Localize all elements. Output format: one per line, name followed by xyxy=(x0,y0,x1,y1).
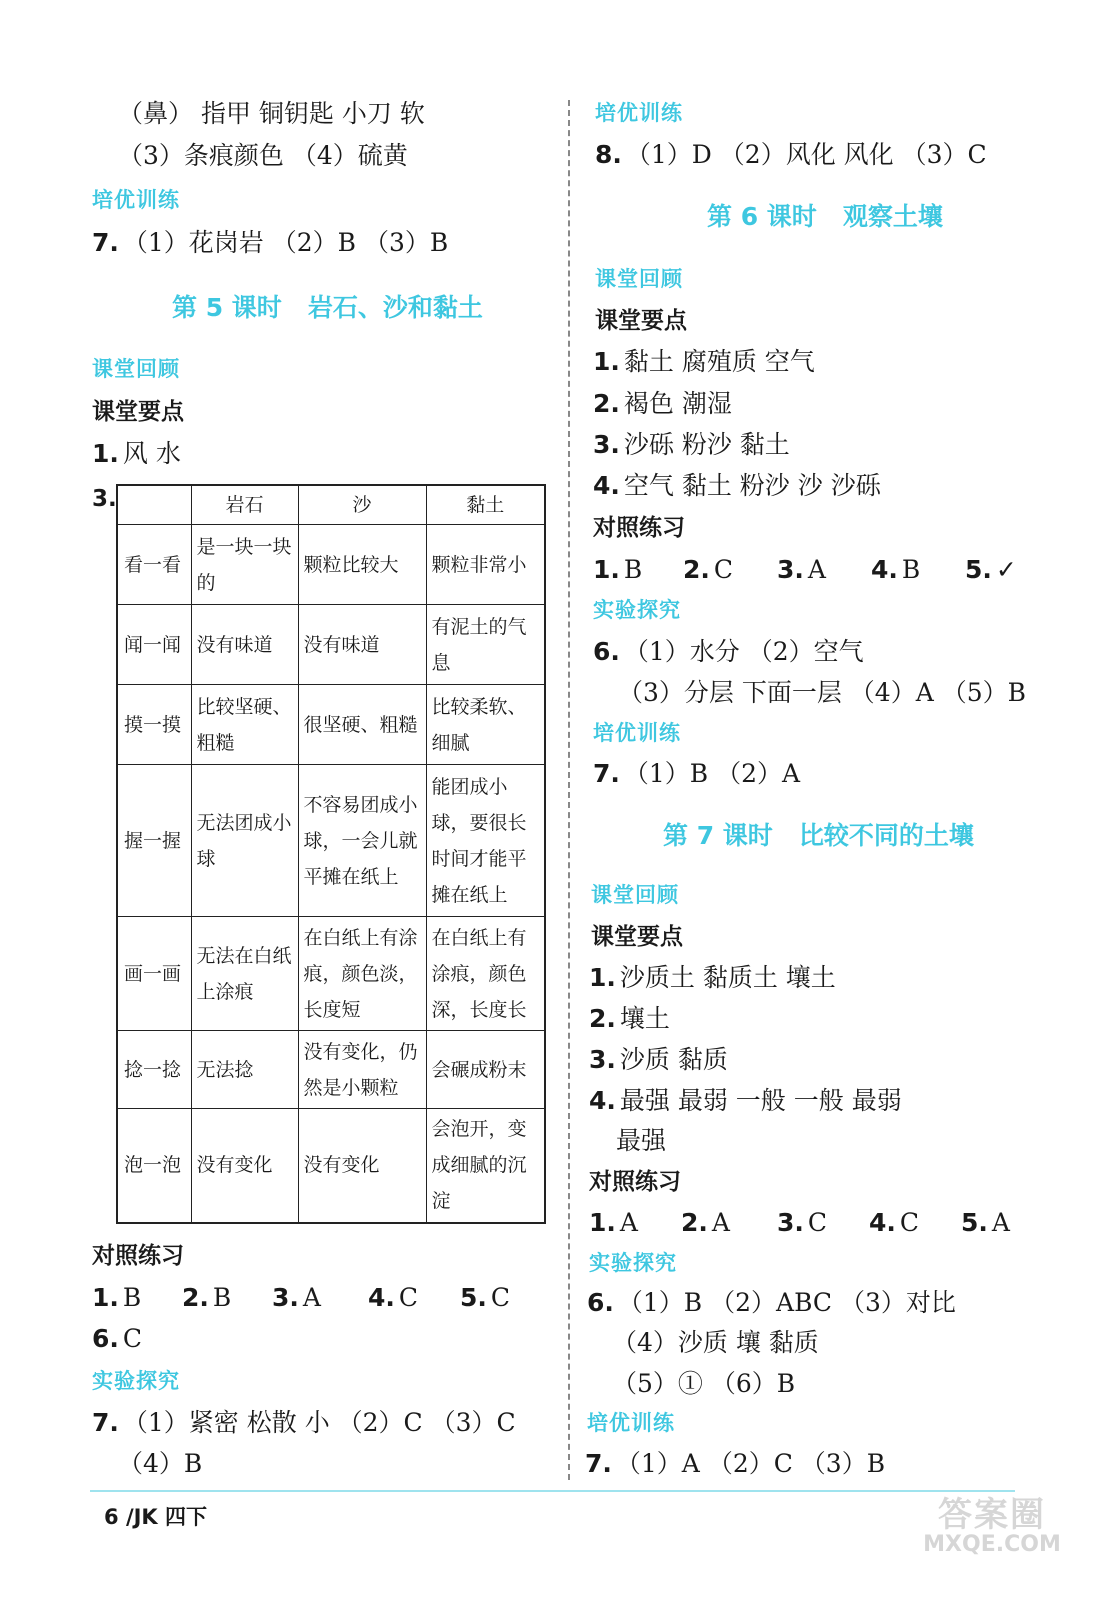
table-cell: 比较柔软、细腻 xyxy=(426,685,545,765)
k6-line: 4. 空气 黏土 粉沙 沙 沙砾 xyxy=(593,471,881,500)
k6-line: 2. 褐色 潮湿 xyxy=(593,389,732,418)
answer-item: 1. B xyxy=(593,555,643,584)
e7-num: 6. xyxy=(587,1288,614,1317)
table-header-cell: 黏土 xyxy=(426,485,545,525)
k6-line: 3. 沙砾 粉沙 黏土 xyxy=(593,430,790,459)
k7-line: 4. 最强 最弱 一般 一般 最弱 xyxy=(589,1086,902,1115)
e6-line xyxy=(593,637,864,667)
answer-item: 2. C xyxy=(683,555,734,584)
q7-line xyxy=(92,228,448,258)
q7-text: （1）花岗岩 （2）B （3）B xyxy=(122,228,449,257)
table-header-cell xyxy=(117,485,191,525)
dz6-line xyxy=(92,1324,142,1354)
k7-line-4b: 最强 xyxy=(616,1126,667,1155)
section-ketang-5: 课堂回顾 xyxy=(92,357,180,381)
lesson5-heading xyxy=(172,292,483,324)
p7-text: （1）B （2）A xyxy=(623,759,801,788)
q8-line xyxy=(595,140,987,170)
e6-text: （1）水分 （2）空气 xyxy=(623,637,864,666)
lesson6-number: 第 6 课时 xyxy=(707,202,817,231)
k7-line: 3. 沙质 黏质 xyxy=(589,1045,728,1074)
s7-line xyxy=(92,1408,516,1438)
table-cell: 没有变化，仍然是小颗粒 xyxy=(298,1031,426,1109)
lesson7-number: 第 7 课时 xyxy=(663,821,773,850)
table-cell: 无法在白纸上涂痕 xyxy=(191,917,298,1031)
k1-text: 风 水 xyxy=(122,439,181,468)
answer-item: 5. C xyxy=(460,1283,511,1312)
sub-yaodian-7: 课堂要点 xyxy=(591,924,683,950)
lesson5-number: 第 5 课时 xyxy=(172,293,282,322)
table-row xyxy=(117,917,545,1031)
table-cell: 颗粒比较大 xyxy=(298,525,426,605)
s7-text: （1）紧密 松散 小 （2）C （3）C xyxy=(122,1408,516,1437)
e7-line-3: （5）① （6）B xyxy=(612,1369,796,1398)
answer-item: 3. A xyxy=(272,1283,321,1312)
table-row-header: 看一看 xyxy=(117,525,191,605)
duizhao-5-row xyxy=(92,1283,552,1313)
answer-item: 1. B xyxy=(92,1283,142,1312)
sub-duizhao-6: 对照练习 xyxy=(593,515,685,541)
table-cell: 无法团成小球 xyxy=(191,765,298,917)
k6-line: 1. 黏土 腐殖质 空气 xyxy=(593,347,815,376)
section-peiyou-7: 培优训练 xyxy=(587,1411,675,1435)
e7-line-2: （4）沙质 壤 黏质 xyxy=(612,1328,819,1357)
p7-num: 7. xyxy=(593,759,620,788)
answer-item: 3. A xyxy=(777,555,826,584)
table-row xyxy=(117,765,545,917)
footer-rule xyxy=(90,1490,1015,1492)
duizhao-7-row xyxy=(589,1208,1029,1238)
table-cell: 颗粒非常小 xyxy=(426,525,545,605)
table-row-header: 画一画 xyxy=(117,917,191,1031)
table-cell: 有泥土的气息 xyxy=(426,605,545,685)
section-peiyou-1: 培优训练 xyxy=(92,188,180,212)
answer-item: 5. A xyxy=(961,1208,1010,1237)
table-cell: 是一块一块的 xyxy=(191,525,298,605)
q8-text: （1）D （2）风化 风化 （3）C xyxy=(625,140,987,169)
left-line-1: （鼻） 指甲 铜钥匙 小刀 软 xyxy=(118,99,425,128)
table-row xyxy=(117,525,545,605)
book-label: /JK 四下 xyxy=(125,1505,208,1529)
p7-line xyxy=(593,759,800,789)
table-cell: 很坚硬、粗糙 xyxy=(298,685,426,765)
table-row xyxy=(117,685,545,765)
section-peiyou-6: 培优训练 xyxy=(593,721,681,745)
s7-line-2: （4）B xyxy=(118,1449,203,1478)
k7-line: 1. 沙质土 黏质土 壤土 xyxy=(589,963,836,992)
e6-num: 6. xyxy=(593,637,620,666)
section-shiyan-7: 实验探究 xyxy=(589,1251,677,1275)
k1-line xyxy=(92,439,181,469)
dz6-text: C xyxy=(122,1324,143,1353)
lesson7-title: 比较不同的土壤 xyxy=(798,821,974,850)
answer-item: 2. A xyxy=(681,1208,730,1237)
table-cell: 没有味道 xyxy=(191,605,298,685)
dz6-num: 6. xyxy=(92,1324,119,1353)
table-row-header: 捻一捻 xyxy=(117,1031,191,1109)
section-ketang-7: 课堂回顾 xyxy=(591,883,679,907)
k3-num: 3. xyxy=(92,486,117,512)
table-row xyxy=(117,1031,545,1109)
table-row-header: 泡一泡 xyxy=(117,1109,191,1223)
table-row xyxy=(117,1109,545,1223)
table-row-header: 摸一摸 xyxy=(117,685,191,765)
table-cell: 没有味道 xyxy=(298,605,426,685)
section-peiyou-top: 培优训练 xyxy=(595,101,683,125)
table-row-header: 闻一闻 xyxy=(117,605,191,685)
p77-num: 7. xyxy=(585,1449,612,1478)
answer-item: 5. ✓ xyxy=(965,555,1017,584)
k1-num: 1. xyxy=(92,439,119,468)
p77-line xyxy=(585,1449,885,1479)
section-ketang-6: 课堂回顾 xyxy=(595,267,683,291)
section-shiyan-5: 实验探究 xyxy=(92,1369,180,1393)
table-header-row xyxy=(117,485,545,525)
lesson5-title: 岩石、沙和黏土 xyxy=(307,293,483,322)
e6-line-2: （3）分层 下面一层 （4）A （5）B xyxy=(618,678,1026,707)
page-footer xyxy=(104,1504,207,1530)
p77-text: （1）A （2）C （3）B xyxy=(615,1449,886,1478)
s7-num: 7. xyxy=(92,1408,119,1437)
table-cell: 会碾成粉末 xyxy=(426,1031,545,1109)
answer-item: 4. C xyxy=(368,1283,419,1312)
properties-table xyxy=(116,484,546,1224)
answer-item: 1. A xyxy=(589,1208,638,1237)
table-cell: 无法捻 xyxy=(191,1031,298,1109)
table-cell: 不容易团成小球，一会儿就平摊在纸上 xyxy=(298,765,426,917)
column-divider xyxy=(568,100,570,1480)
watermark-top: 答案圈 xyxy=(938,1495,1046,1535)
lesson6-heading xyxy=(707,201,943,233)
table-cell: 能团成小球，要很长时间才能平摊在纸上 xyxy=(426,765,545,917)
table-cell: 在白纸上有涂痕，颜色深，长度长 xyxy=(426,917,545,1031)
page-number: 6 xyxy=(104,1505,119,1529)
lesson7-heading xyxy=(663,820,974,852)
sub-duizhao-7: 对照练习 xyxy=(589,1169,681,1195)
sub-yaodian-5: 课堂要点 xyxy=(92,399,184,425)
section-shiyan-6: 实验探究 xyxy=(593,598,681,622)
table-header-cell: 岩石 xyxy=(191,485,298,525)
sub-yaodian-6: 课堂要点 xyxy=(595,308,687,334)
q7-num: 7. xyxy=(92,228,119,257)
table-cell: 在白纸上有涂痕，颜色淡，长度短 xyxy=(298,917,426,1031)
q8-num: 8. xyxy=(595,140,622,169)
table-cell: 没有变化 xyxy=(298,1109,426,1223)
answer-item: 4. C xyxy=(869,1208,920,1237)
e7-text: （1）B （2）ABC （3）对比 xyxy=(617,1288,956,1317)
lesson6-title: 观察土壤 xyxy=(842,202,943,231)
duizhao-6-row xyxy=(593,555,1033,585)
table-row xyxy=(117,605,545,685)
answer-item: 2. B xyxy=(182,1283,232,1312)
watermark-logo xyxy=(912,1495,1072,1557)
answer-item: 3. C xyxy=(777,1208,828,1237)
e7-line xyxy=(587,1288,956,1318)
left-line-2: （3）条痕颜色 （4）硫黄 xyxy=(118,141,408,170)
sub-duizhao-5: 对照练习 xyxy=(92,1243,184,1269)
k7-line: 2. 壤土 xyxy=(589,1004,670,1033)
table-row-header: 握一握 xyxy=(117,765,191,917)
table-cell: 会泡开，变成细腻的沉淀 xyxy=(426,1109,545,1223)
table-cell: 没有变化 xyxy=(191,1109,298,1223)
table-header-cell: 沙 xyxy=(298,485,426,525)
answer-item: 4. B xyxy=(871,555,921,584)
watermark-bottom: MXQE.COM xyxy=(923,1532,1061,1557)
table-cell: 比较坚硬、粗糙 xyxy=(191,685,298,765)
